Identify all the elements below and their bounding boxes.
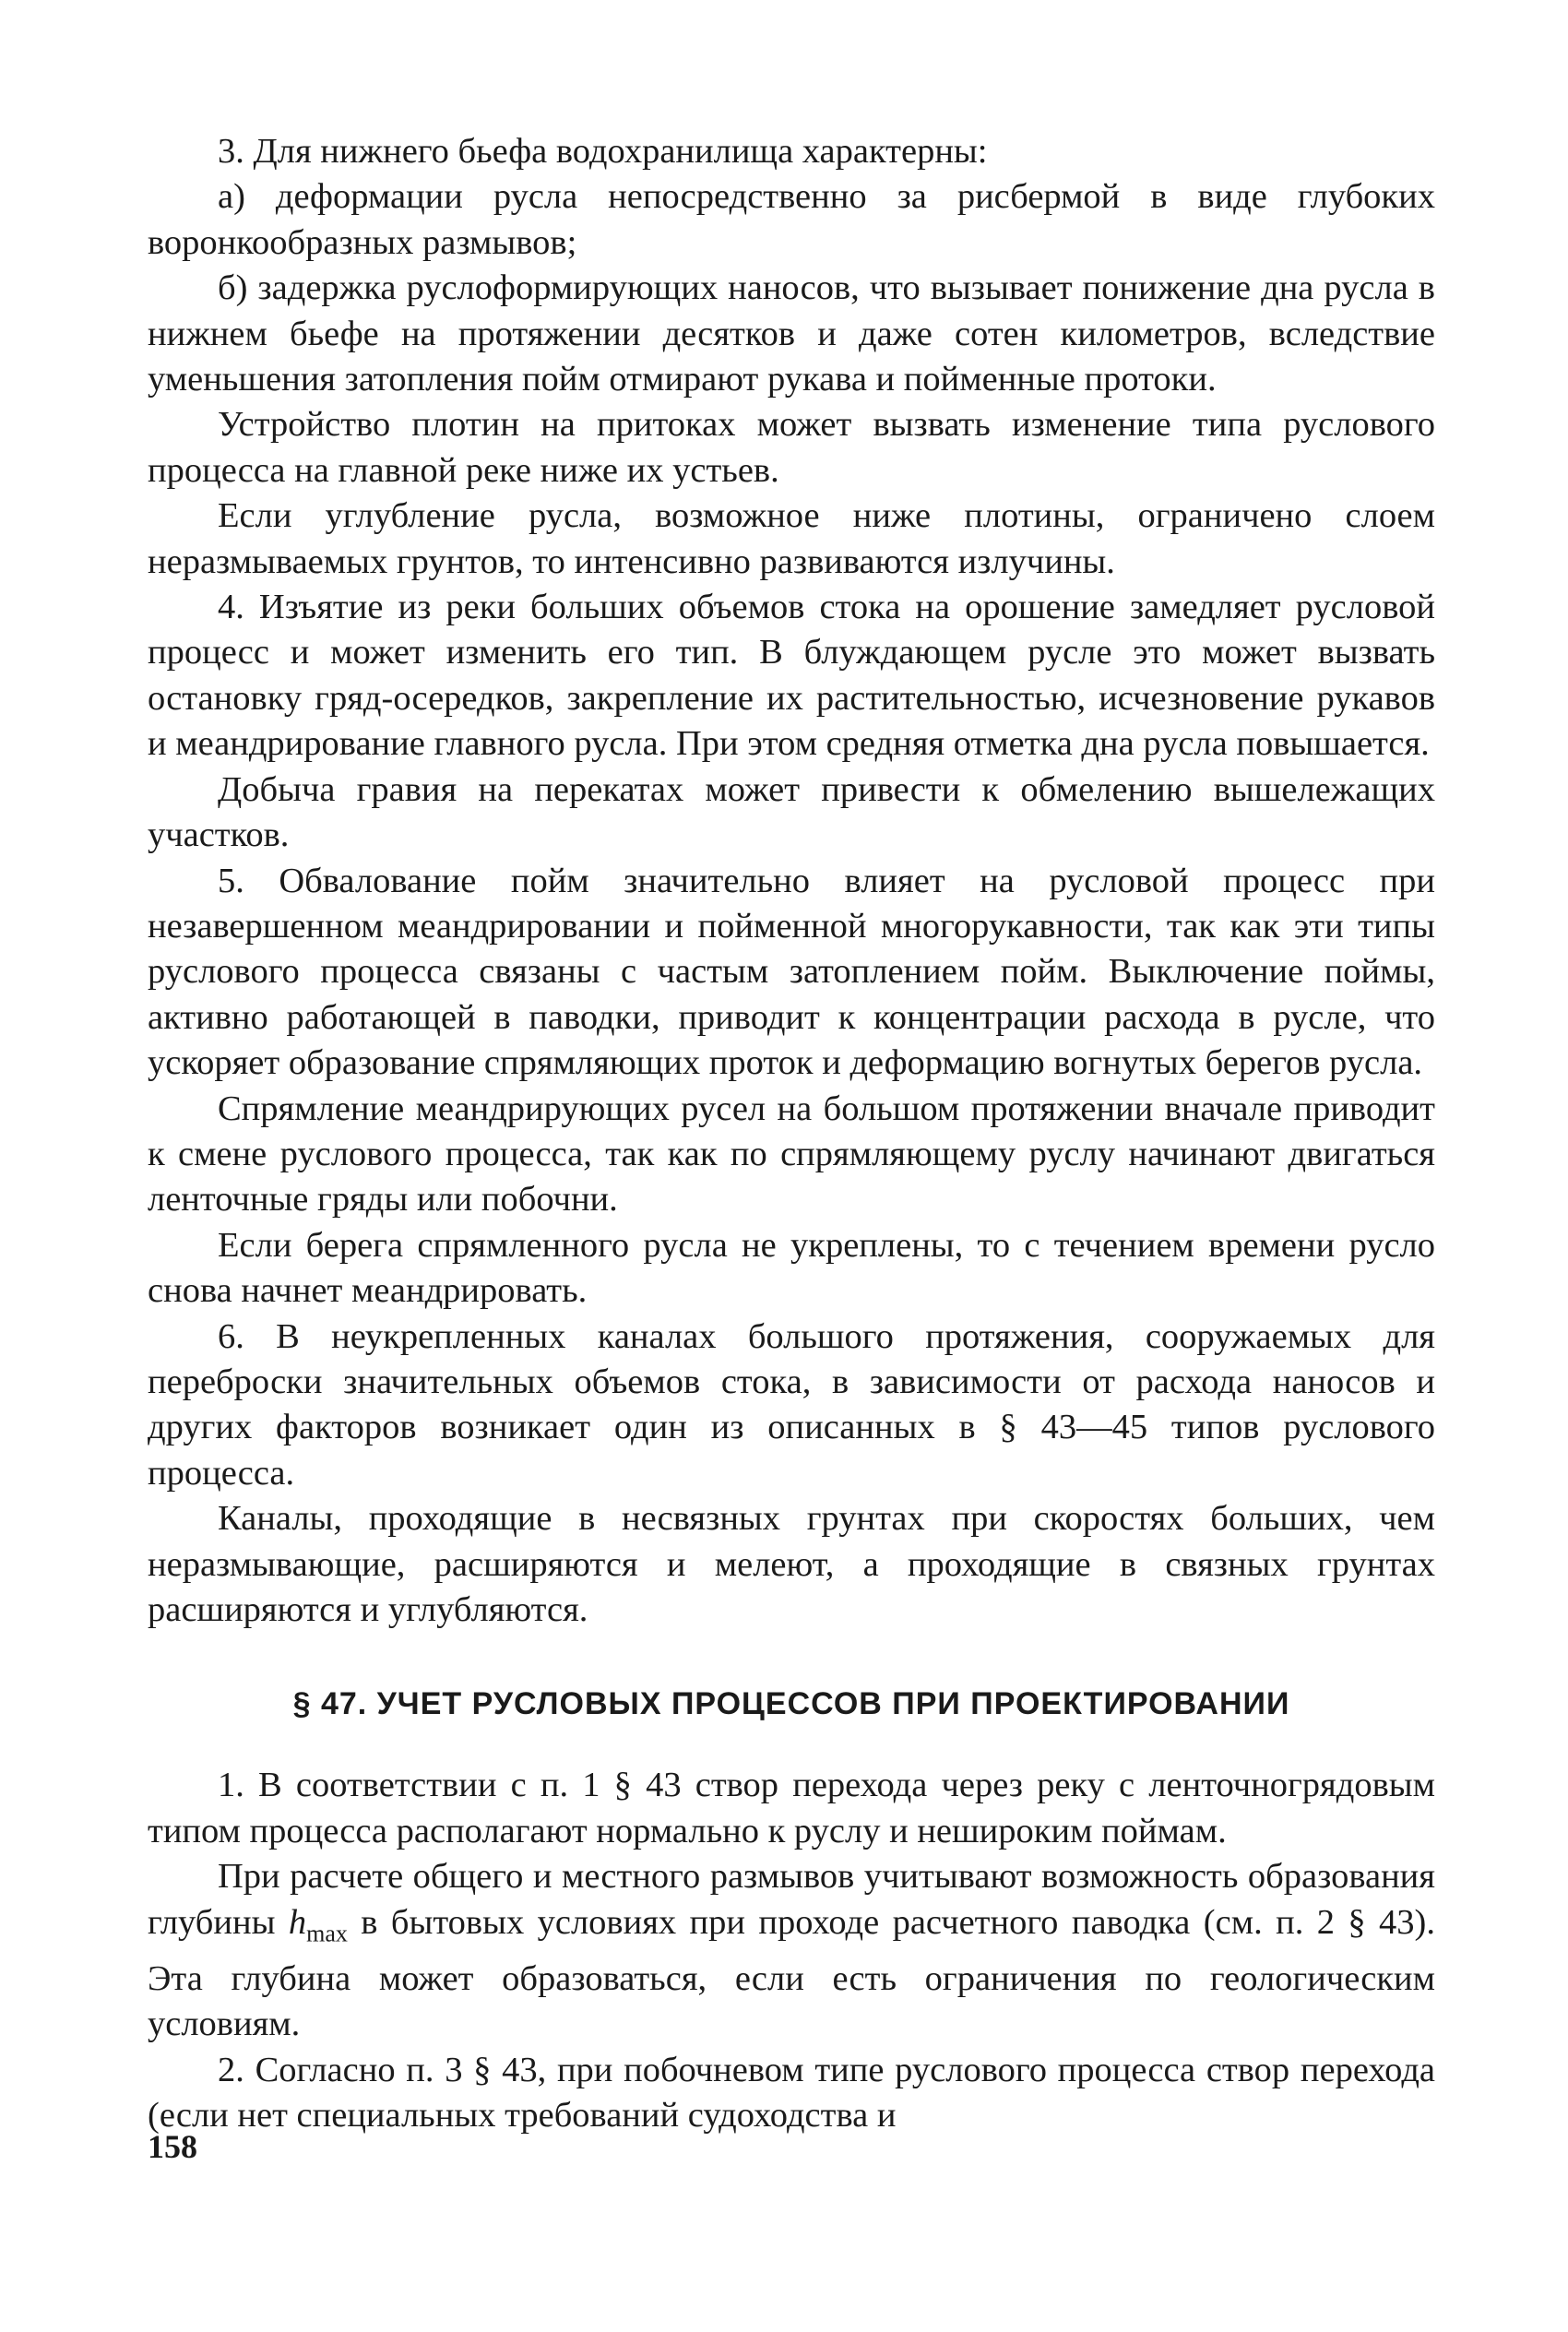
paragraph: Добыча гравия на перекатах может привести к обмелению вышележащих участков. — [148, 769, 1435, 855]
section-heading: § 47. УЧЕТ РУСЛОВЫХ ПРОЦЕССОВ ПРИ ПРОЕКТИРОВАНИИ — [292, 1686, 1290, 1722]
paragraph: 4. Изъятие из реки больших объемов стока на орошение замедляет русловой процесс и может изменить его тип. В блуждающем русле это может вызвать остановку гряд-осередков, закрепление их растительностью, исчезновение рукавов и меандрирование главного русла. При этом средняя отметка дна русла повышается. — [148, 588, 1435, 764]
formula-symbol: h — [288, 1902, 307, 1942]
paragraph: б) задержка руслоформирующих наносов, что вызывает понижение дна русла в нижнем бьефе на протяжении десятков и даже сотен километров, вследствие уменьшения затопления пойм отмирают рукава и пойменные протоки. — [148, 268, 1435, 399]
paragraph: 2. Согласно п. 3 § 43, при побочневом типе руслового процесса створ перехода (если нет специальных требований судоходства и — [148, 2050, 1435, 2135]
paragraph: Каналы, проходящие в несвязных грунтах при скоростях больших, чем неразмывающие, расширяются и мелеют, а проходящие в связных грунтах расширяются и углубляются. — [148, 1499, 1435, 1629]
document-page — [148, 129, 1435, 2138]
paragraph: Спрямление меандрирующих русел на большом протяжении вначале приводит к смене руслового процесса, так как по спрямляющему руслу начинают двигаться ленточные гряды или побочни. — [148, 1089, 1435, 1220]
paragraph: Если берега спрямленного русла не укреплены, то с течением времени русло снова начнет меандрировать. — [148, 1225, 1435, 1311]
paragraph-text: При расчете общего и местного размывов учитывают возможность образования глубины — [148, 1857, 1435, 1942]
paragraph-text-continued: в бытовых условиях при проходе расчетного паводка (см. п. 2 § 43). Эта глубина может образоваться, если есть ограничения по геологическим условиям. — [148, 1902, 1435, 2044]
paragraph: Устройство плотин на притоках может вызвать изменение типа руслового процесса на главной реке ниже их устьев. — [148, 405, 1435, 490]
paragraph: а) деформации русла непосредственно за рисбермой в виде глубоких воронкообразных размывов; — [148, 177, 1435, 262]
paragraph: 6. В неукрепленных каналах большого протяжения, сооружаемых для переброски значительных объемов стока, в зависимости от расхода наносов и других факторов возникает один из описанных в § 43—45 типов руслового процесса. — [148, 1316, 1435, 1493]
paragraph-with-formula — [148, 1854, 1435, 2047]
paragraph: 3. Для нижнего бьефа водохранилища характерны: — [218, 132, 988, 171]
paragraph: 5. Обвалование пойм значительно влияет на русловой процесс при незавершенном меандрировании и пойменной многорукавности, так как эти типы руслового процесса связаны с частым затоплением пойм. Выключение поймы, активно работающей в паводки, приводит к концентрации расхода в русле, что ускоряет образование спрямляющих проток и деформацию вогнутых берегов русла. — [148, 861, 1435, 1083]
paragraph: Если углубление русла, возможное ниже плотины, ограничено слоем неразмываемых грунтов, то интенсивно развиваются излучины. — [148, 496, 1435, 581]
formula-subscript: max — [306, 1920, 348, 1947]
paragraph: 1. В соответствии с п. 1 § 43 створ перехода через реку с ленточногрядовым типом процесса располагают нормально к руслу и нешироким поймам. — [148, 1766, 1435, 1850]
page-number: 158 — [148, 2128, 197, 2165]
